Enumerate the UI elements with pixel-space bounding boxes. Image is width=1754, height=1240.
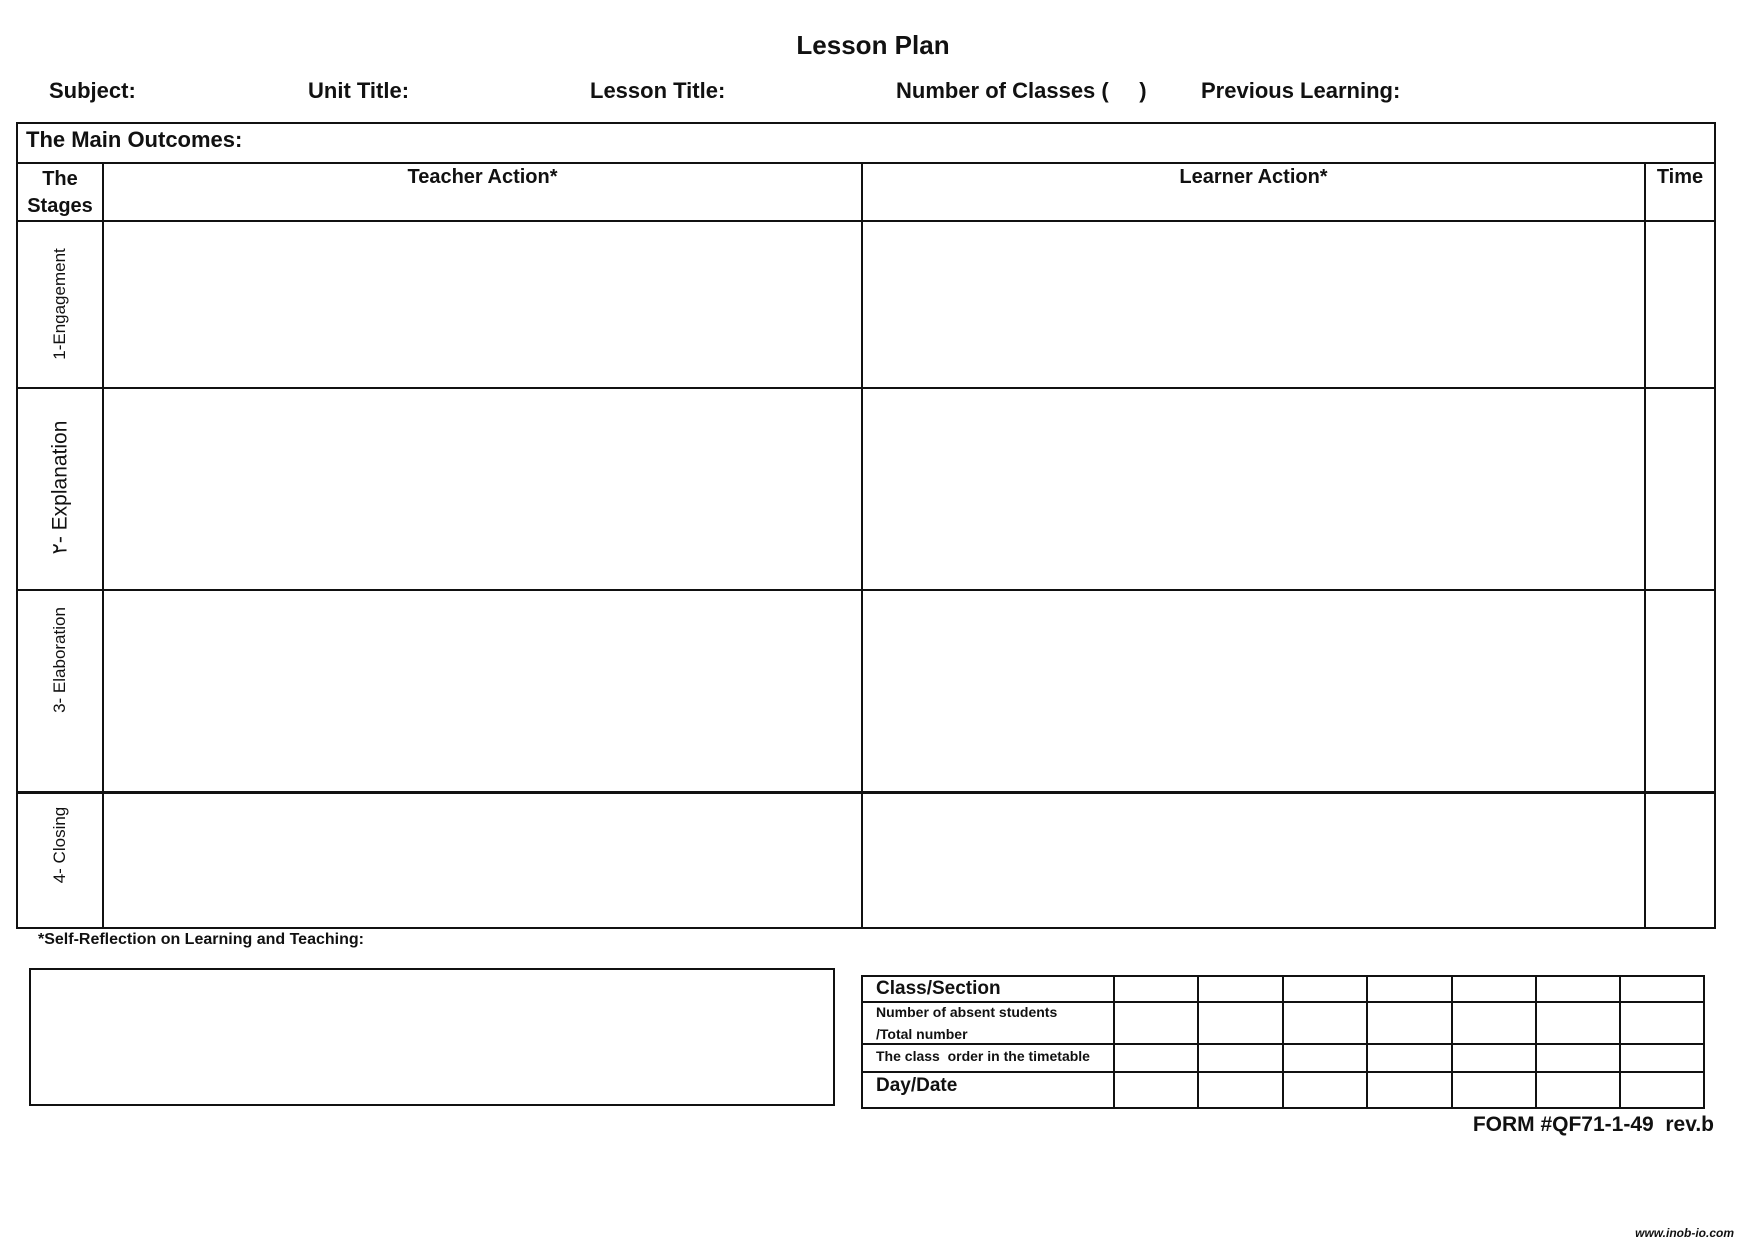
self-reflection-box[interactable] (29, 968, 835, 1106)
number-of-classes-label: Number of Classes ( ) (896, 78, 1147, 103)
total-number-label: /Total number (876, 1026, 968, 1042)
absent-students-label: Number of absent students (876, 1004, 1058, 1020)
lesson-table (16, 122, 1716, 929)
page-title: Lesson Plan (796, 30, 950, 60)
stage-engagement: 1-Engagement (50, 248, 69, 360)
main-outcomes-label: The Main Outcomes: (26, 127, 243, 152)
watermark: www.inob-io.com (1635, 1226, 1734, 1240)
stage-elaboration: 3- Elaboration (50, 607, 69, 713)
class-section-label: Class/Section (876, 978, 1001, 999)
time-header: Time (1656, 166, 1704, 188)
stage-explanation: ٢- Explanation (48, 420, 72, 555)
subject-label: Subject: (49, 78, 136, 103)
self-reflection-label: *Self-Reflection on Learning and Teaching: (38, 931, 364, 948)
previous-learning-label: Previous Learning: (1201, 78, 1401, 103)
class-order-label: The class order in the timetable (876, 1048, 1090, 1064)
stage-closing: 4- Closing (50, 806, 69, 884)
form-number: FORM #QF71-1-49 rev.b (1472, 1113, 1714, 1136)
teacher-action-header: Teacher Action* (407, 166, 558, 188)
unit-title-label: Unit Title: (308, 78, 410, 103)
lesson-title-label: Lesson Title: (590, 78, 726, 103)
day-date-label: Day/Date (876, 1075, 958, 1096)
learner-action-header: Learner Action* (1179, 166, 1328, 188)
stages-header-line2: Stages (27, 195, 93, 217)
stages-header-line1: The (42, 168, 78, 190)
